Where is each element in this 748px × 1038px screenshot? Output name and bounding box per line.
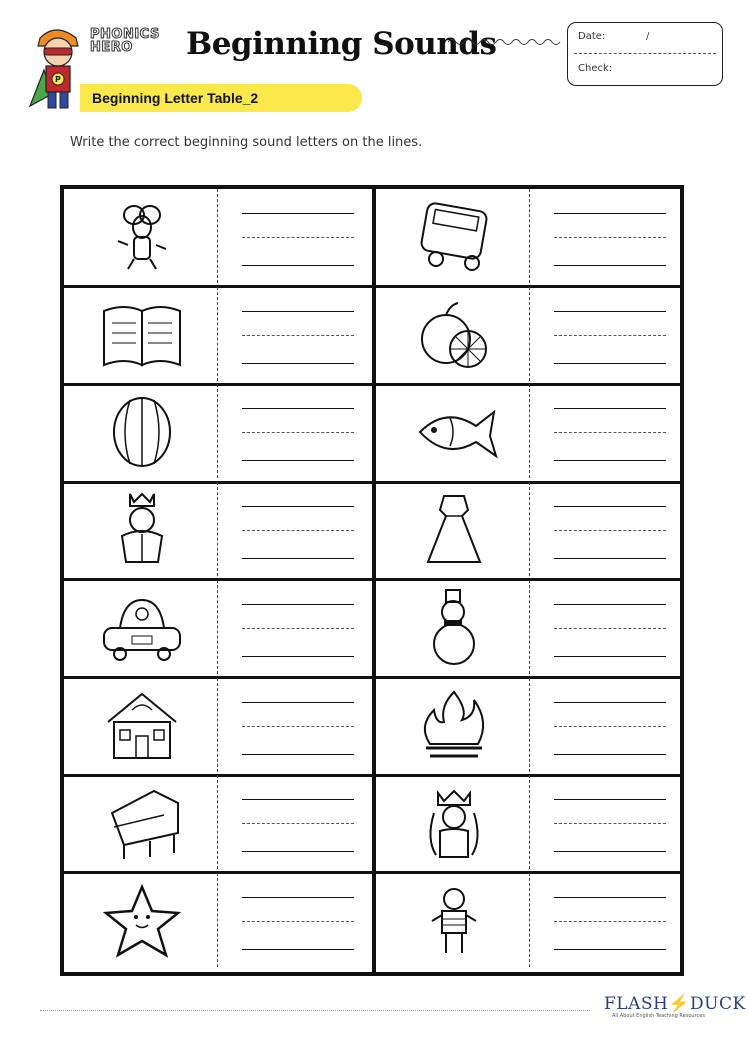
table-cell bbox=[64, 678, 368, 772]
piano-picture bbox=[94, 783, 190, 861]
writing-lines[interactable] bbox=[554, 502, 666, 562]
queen-picture bbox=[406, 783, 502, 861]
table-cell bbox=[376, 873, 680, 967]
flashduck-tagline: All About English Teaching Resources bbox=[612, 1013, 705, 1019]
title-wave-decoration bbox=[448, 36, 566, 48]
table-cell bbox=[376, 775, 680, 869]
table-cell bbox=[376, 189, 680, 283]
snowman-picture bbox=[406, 588, 502, 666]
writing-lines[interactable] bbox=[554, 698, 666, 758]
writing-lines[interactable] bbox=[242, 209, 354, 269]
table-cell bbox=[64, 287, 368, 381]
table-cell bbox=[64, 775, 368, 869]
writing-lines[interactable] bbox=[242, 795, 354, 855]
house-picture bbox=[94, 686, 190, 764]
writing-lines[interactable] bbox=[554, 404, 666, 464]
orange-picture bbox=[406, 295, 502, 373]
star-picture bbox=[94, 881, 190, 959]
dress-picture bbox=[406, 490, 502, 568]
writing-lines[interactable] bbox=[554, 307, 666, 367]
instructions: Write the correct beginning sound letters on the lines. bbox=[70, 135, 423, 150]
check-label: Check: bbox=[578, 63, 613, 74]
logo-wordmark: PHONICS HERO bbox=[90, 27, 160, 55]
writing-lines[interactable] bbox=[242, 502, 354, 562]
car-picture bbox=[94, 588, 190, 666]
svg-text:P: P bbox=[55, 75, 61, 84]
fish-picture bbox=[406, 392, 502, 470]
writing-lines[interactable] bbox=[242, 698, 354, 758]
flashduck-logo: FLASH⚡DUCK bbox=[604, 994, 746, 1014]
writing-lines[interactable] bbox=[242, 404, 354, 464]
writing-lines[interactable] bbox=[242, 600, 354, 660]
table-cell bbox=[64, 580, 368, 674]
writing-lines[interactable] bbox=[554, 209, 666, 269]
fire-picture bbox=[406, 686, 502, 764]
mouse-picture bbox=[94, 197, 190, 275]
date-label: Date: bbox=[578, 31, 606, 42]
book-picture bbox=[94, 295, 190, 373]
table-cell bbox=[64, 873, 368, 967]
table-cell bbox=[376, 678, 680, 772]
table-cell bbox=[64, 384, 368, 478]
table-cell bbox=[64, 189, 368, 283]
boy-picture bbox=[406, 881, 502, 959]
writing-lines[interactable] bbox=[554, 600, 666, 660]
writing-lines[interactable] bbox=[242, 893, 354, 953]
writing-lines[interactable] bbox=[554, 795, 666, 855]
subtitle-banner: Beginning Letter Table_2 bbox=[80, 84, 362, 112]
date-check-box bbox=[567, 22, 723, 86]
table-cell bbox=[376, 482, 680, 576]
bus-picture bbox=[406, 197, 502, 275]
page-title: Beginning Sounds bbox=[186, 26, 497, 62]
table-cell bbox=[376, 384, 680, 478]
table-cell bbox=[376, 287, 680, 381]
writing-lines[interactable] bbox=[242, 307, 354, 367]
date-slash: / bbox=[646, 31, 650, 42]
writing-lines[interactable] bbox=[554, 893, 666, 953]
ball-picture bbox=[94, 392, 190, 470]
table-cell bbox=[64, 482, 368, 576]
king-picture bbox=[94, 490, 190, 568]
footer-divider bbox=[40, 1010, 590, 1011]
worksheet-table bbox=[60, 185, 684, 976]
table-cell bbox=[376, 580, 680, 674]
